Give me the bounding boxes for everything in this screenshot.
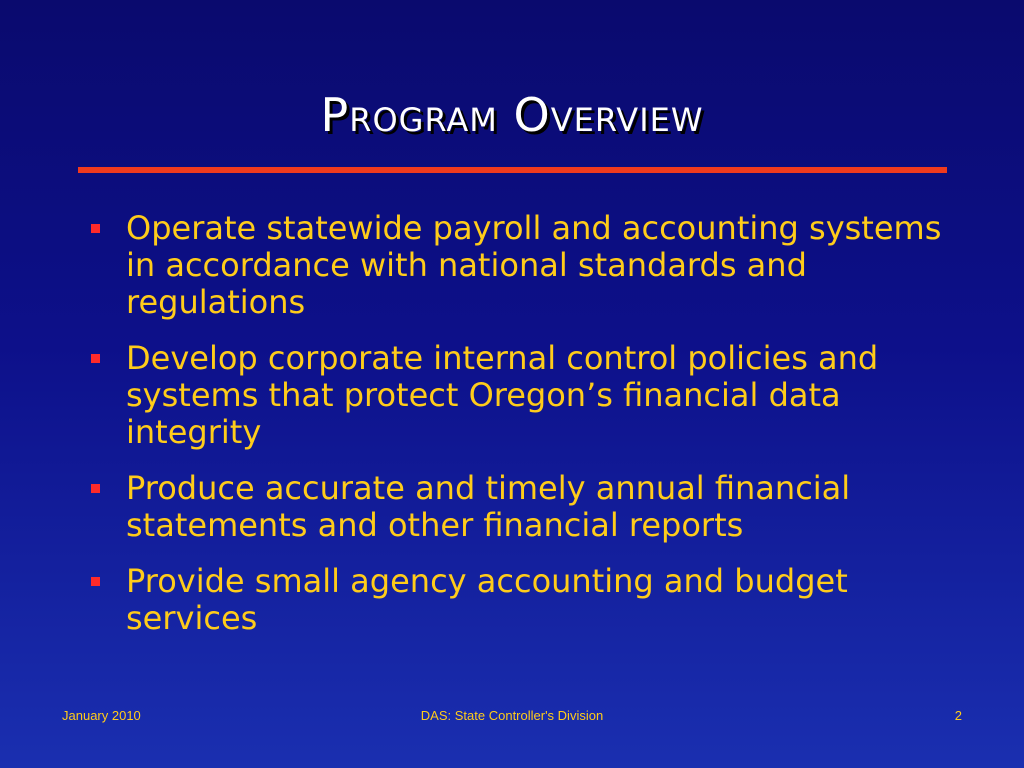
- bullet-item-1: [88, 210, 948, 321]
- bullet-item-3: [88, 470, 948, 544]
- footer-page-number: 2: [954, 708, 962, 723]
- bullet-list: [88, 210, 948, 656]
- footer-date: January 2010: [62, 708, 141, 723]
- bullet-text-2: Develop corporate internal control policies and systems that protect Oregon’s financial data integrity: [126, 339, 879, 451]
- bullet-text-1: Operate statewide payroll and accounting systems in accordance with national standards and regulations: [126, 209, 942, 321]
- footer-organization: DAS: State Controller's Division: [420, 708, 604, 723]
- square-bullet-icon: [91, 577, 100, 586]
- bullet-text-4: Provide small agency accounting and budget services: [126, 562, 848, 637]
- square-bullet-icon: [91, 484, 100, 493]
- square-bullet-icon: [91, 354, 100, 363]
- slide-title: Program Overview: [320, 88, 704, 142]
- bullet-item-2: [88, 340, 948, 451]
- bullet-item-4: [88, 563, 948, 637]
- bullet-text-3: Produce accurate and timely annual financial statements and other financial reports: [126, 469, 851, 544]
- square-bullet-icon: [91, 224, 100, 233]
- title-divider: [78, 167, 947, 173]
